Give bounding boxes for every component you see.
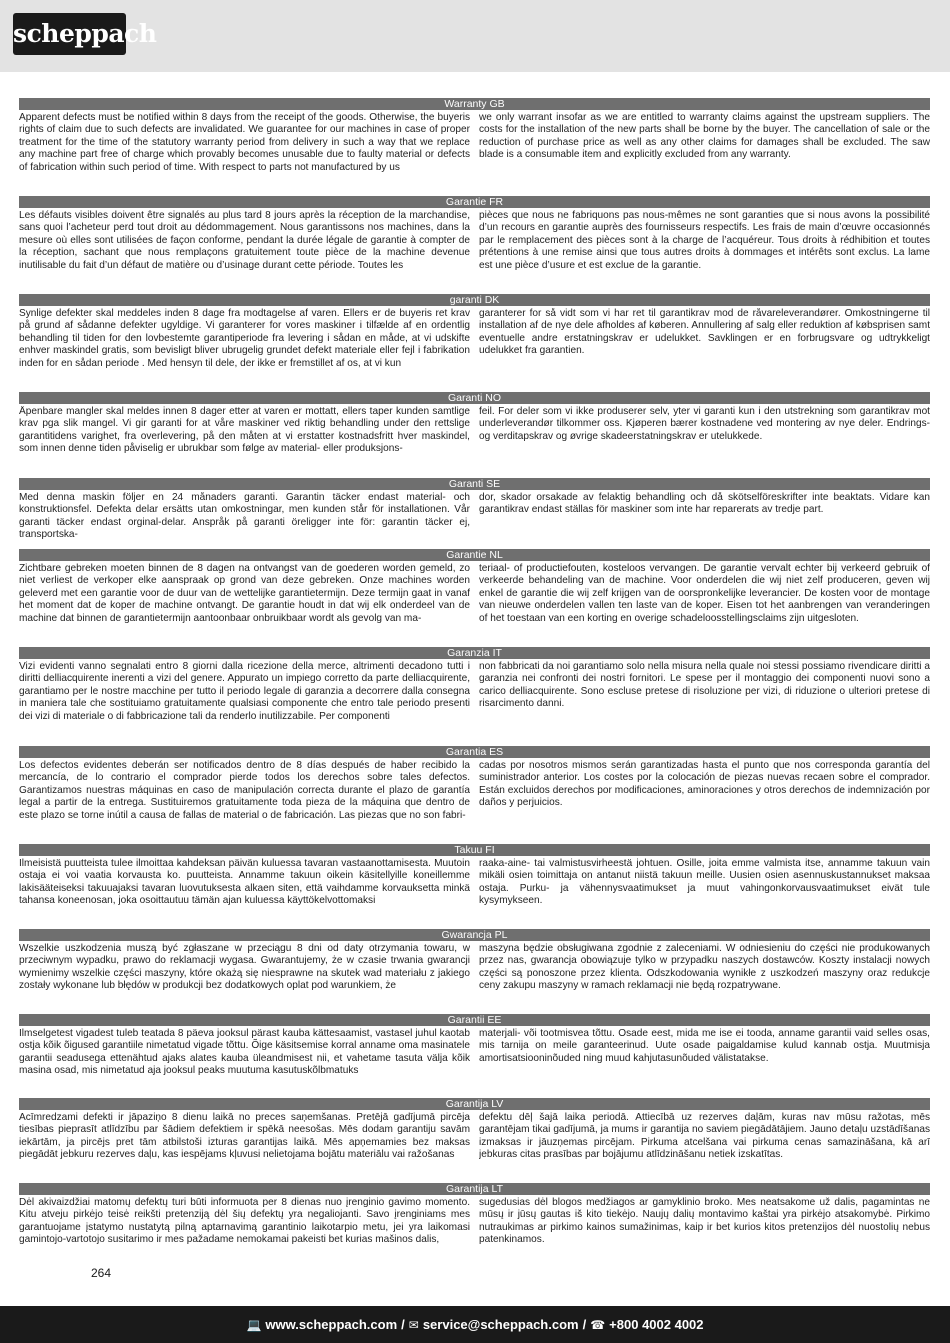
section-text-right: we only warrant insofar as we are entitled to warranty claims against the upstream suppliers. The costs for the installation of the new parts shall be borne by the buyer. The cancellation of sale or the reduction of purchase price as well as any other claims for damages shall be excluded. The saw blade is a consumable item and explicitly excluded from any warranty. [479,112,930,161]
section-text-right: maszyna będzie obsługiwana zgodnie z zaleceniami. W odniesieniu do części nie produkowanych przez nas, gwarancja obowiązuje tylko w przypadku naszych dostawców. Koszty instalacji nowych części są ponoszone przez klienta. Odszkodowania wynikłe z uszkodzeń maszyny oraz redukcje ceny zakupu maszyny w ramach reklamacji nie będą rozpatrywane. [479,943,930,992]
footer-separator: / [582,1317,587,1332]
header-band [0,0,950,72]
section-text-left: Synlige defekter skal meddeles inden 8 dage fra modtagelse af varen. Ellers er de buyeris ret krav på grund af sådanne defekter ugyldige. Vi garanterer for vores maskiner i tilfælde af en ordentlig behandling til tiden for den lovbestemte garantiperiode fra levering i sådan en måde, at vi udskifte enhver maskindel gratis, som bevisligt bliver ubrugelig grundet defekt materiale eller fejl i fabrikation inden for en sådan periode . Med hensyn til dele, der ikke er fremstillet af os, at vi kun [19,308,470,369]
footer-separator: / [401,1317,405,1332]
section-text-right: dor, skador orsakade av felaktig behandling och då skötselföreskrifter inte beaktats. Vidare kan garantikrav endast ställas för maskiner som inte har reparerats av tredje part. [479,492,930,516]
phone-number[interactable]: +800 4002 4002 [609,1317,704,1332]
section-text-right: pièces que nous ne fabriquons pas nous-mêmes ne sont garanties que si nous avons la possibilité d’un recours en garantie auprès des fournisseurs respectifs. Les frais de main d’œuvre occasionnés par le remplacement des pièces sont à la charge de l’acquéreur. Tous droits à rédhibition et toutes prétentions à une remise ainsi que tous autres droits à dommages et intérêts sont exclus. La lame est une pièce d’usure et est exclue de la garantie. [479,210,930,271]
section-title: Garantija LV [19,1098,930,1110]
section-text-right: raaka-aine- tai valmistusvirheestä johtuen. Osille, joita emme valmista itse, annamme takuun vain mikäli osien toimittaja on antanut niistä takuun meille. Uusien osien asennuskustannukset maksaa ostaja. Purku- ja vähennysvaatimukset ja muut vahingonkorvausvaatimukset eivät tule kysymykseen. [479,858,930,907]
section-text-left: Åpenbare mangler skal meldes innen 8 dager etter at varen er mottatt, ellers taper kunden samtlige krav pga slik mangel. Vi gir garanti for at våre maskiner ved riktig behandling under den rettslige garantitidens varighet, fra overlevering, på den måten at vi erstatter kostnadsfritt hver maskindel, som innen denne tiden påviselig er ubrukbar som følge av material- eller produksjons- [19,406,470,455]
section-text-right: sugedusias dėl blogos medžiagos ar gamyklinio broko. Mes neatsakome už dalis, pagamintas ne mūsų ir jūsų gautas iš kito tiekėjo. Naujų dalių montavimo kaštai yra pirkėjo atsakomybė. Pirkimo nutraukimas ar pirkimo kainos sumažinimas, kaip ir bet kurios kitos pretenzijos dėl nuostolių nebus patenkinamos. [479,1197,930,1246]
section-text-left: Los defectos evidentes deberán ser notificados dentro de 8 días después de haber recibido la mercancía, de lo contrario el comprador pierde todos los derechos sobre tales defectos. Garantizamos nuestras máquinas en caso de manipulación correcta durante el plazo de garantía legal a partir de la entrega. Sustituiremos gratuitamente toda pieza de la máquina que dentro de este plazo se torne inútil a causa de fallas de material o de fabricación. Las piezas que no son fabri- [19,760,470,821]
section-text-left: Dėl akivaizdžiai matomų defektų turi būti informuota per 8 dienas nuo įrenginio gavimo momento. Kitu atveju pirkėjo teisė reikšti pretenziją dėl šių defektų yra negaliojanti. Savo įrenginiams mes garantuojame įstatymo nustatytą pilną aptarnavimą garantinio laikotarpio metu, jei yra laikomasi gamintojo-vartotojo susitarimo ir mes pažadame nemokamai pakeisti bet kurias mašinos dalis, [19,1197,470,1246]
page-number: 264 [91,1266,112,1280]
footer-bar [0,1306,950,1343]
section-title: Garantija LT [19,1183,930,1195]
section-title: Garantia ES [19,746,930,758]
section-text-right: materjali- või tootmisvea tõttu. Osade eest, mida me ise ei tooda, anname garantii vaid selles osas, mis tarnija on meile garanteerinud. Uute osade paigaldamise kulud kannab ostja. Muutmisja amortisatsiooninõuded ning muud kahjutasunõuded välistatakse. [479,1028,930,1064]
section-text-left: Med denna maskin följer en 24 månaders garanti. Garantin täcker endast material- och konstruktionsfel. Defekta delar ersätts utan omkostningar, men kunden står för installationen. Vår garanti täcker endast orginal-delar. Anspråk på garanti öreligger inte för: garantin täcker ej, transportska- [19,492,470,541]
website-link[interactable]: www.scheppach.com [265,1317,398,1332]
section-title: Garantie FR [19,196,930,208]
scheppach-logo: scheppach [13,13,126,55]
section-garantia-es [19,746,930,822]
section-title: Gwarancja PL [19,929,930,941]
section-title: Garantie NL [19,549,930,561]
section-title: Garanti NO [19,392,930,404]
section-text-left: Wszelkie uszkodzenia muszą być zgłaszane w przeciągu 8 dni od daty otrzymania towaru, w przeciwnym wypadku, prawo do reklamacji wygasa. Gwarantujemy, że w czasie trwania gwarancji wymienimy wszelkie części maszyny, które okażą się niesprawne na skutek wad materiału z jakiego zostały wykonane lub błędów w produkcji bez dodatkowych oplat pod warunkiem, że [19,943,470,992]
section-garantie-nl [19,549,930,625]
section-text-right: defektu dēļ šajā laika periodā. Attiecībā uz rezerves daļām, kuras nav mūsu ražotas, mēs garantējam tikai gadījumā, ja mums ir garantija no saviem piegādātājiem. Jauno detaļu uzstādīšanas izmaksas ir jāuzņemas pircējam. Pirkuma atcelšana vai pirkuma cenas samazināšana, kā arī jebkuras citas prasības par bojājumu atlīdzināšanu netiek izskatītas. [479,1112,930,1161]
section-takuu-fi [19,844,930,908]
section-garanti-dk [19,294,930,370]
section-title: Garanti SE [19,478,930,490]
section-title: Takuu FI [19,844,930,856]
computer-icon: 💻 [246,1317,262,1332]
section-text-left: Vizi evidenti vanno segnalati entro 8 giorni dalla ricezione della merce, altrimenti decadono tutti i diritti delliacquirente inerenti a vizi del genere. Appurato un impiego corretto da parte delliacquirente, garantiamo per le nostre macchine per tutto il periodo legale di garanzia a decorrere dalla consegna in maniera tale che sostituiamo gratuitamente qualsiasi componente che entro tale periodo presenti dei vizi di materiale o di fabbricazione tali da renderlo inutilizzabile. Per componenti [19,661,470,722]
section-garanti-se [19,478,930,542]
email-link[interactable]: service@scheppach.com [422,1317,579,1332]
section-title: Warranty GB [19,98,930,110]
section-garanti-no [19,392,930,456]
section-text-right: cadas por nosotros mismos serán garantizadas hasta el punto que nos corresponda garantía del suministrador anterior. Los costes por la colocación de piezas nuevas recaen sobre el comprador. Están excluidos derechos por modificaciones, aminoraciones y otros derechos de indemnización por daños y perjuicios. [479,760,930,809]
section-text-left: Apparent defects must be notified within 8 days from the receipt of the goods. Otherwise, the buyeris rights of claim due to such defects are invalidated. We guarantee for our machines in case of proper treatment for the time of the statutory warranty period from delivery in such a way that we replace any machine part free of charge which provably becomes unusable due to faulty material or defects of fabrication within such period of time. With respect to parts not manufactured by us [19,112,470,173]
section-text-right: garanterer for så vidt som vi har ret til garantikrav mod de råvareleverandører. Omkostningerne til installation af de nye dele afholdes af køberen. Annullering af salg eller reduktion af købsprisen samt eventuelle andre erstatningskrav er udelukket. Savklingen er en forbrugsvare og udtrykkeligt udelukket fra garantien. [479,308,930,357]
section-text-left: Les défauts visibles doivent être signalés au plus tard 8 jours après la réception de la marchandise, sans quoi l’acheteur perd tout droit au dédommagement. Nous garantissons nos machines, dans la mesure où elles sont utilisées de façon conforme, pendant la durée légale de garantie à compter de la réception, sachant que nous remplaçons gratuitement toute pièce de la machine devenue inutilisable du fait d’un défaut de matière ou d’usinage durant cette période. Toutes les [19,210,470,271]
section-text-left: Zichtbare gebreken moeten binnen de 8 dagen na ontvangst van de goederen worden gemeld, zo niet verliest de verkoper elke aanspraak op grond van deze gebreken. Onze machines worden geleverd met een garantie voor de duur van de wettelijke garantietermijn. Deze termijn gaat in vanaf het moment dat de koper de machine ontvangt. De garantie houdt in dat wij elk onderdeel van de machine dat binnen de garantietermijn aantoonbaar onbruikbaar wordt als gevolg van ma- [19,563,470,624]
section-title: garanti DK [19,294,930,306]
envelope-icon: ✉ [408,1317,419,1332]
section-garantii-ee [19,1014,930,1078]
section-gwarancja-pl [19,929,930,993]
section-title: Garanzia IT [19,647,930,659]
phone-icon: ☎ [590,1317,606,1332]
section-garanzia-it [19,647,930,723]
section-garantie-fr [19,196,930,272]
section-title: Garantii EE [19,1014,930,1026]
section-garantija-lv [19,1098,930,1162]
section-text-right: teriaal- of productiefouten, kosteloos vervangen. De garantie vervalt echter bij verkeerd gebruik of verkeerde behandeling van de machine. Voor onderdelen die wij niet zelf produceren, geven wij enkel de garantie die wij zelf krijgen van de oorspronkelijke leverancier. De kosten voor de montage van nieuwe onderdelen vallen ten laste van de koper. Eisen tot het aanbrengen van veranderingen of het toestaan van een korting en overige schadeloosstellingsclaims zijn uitgesloten. [479,563,930,624]
section-text-right: non fabbricati da noi garantiamo solo nella misura nella quale noi stessi possiamo rivendicare diritti a garanzia nei confronti dei nostri fornitori. Le spese per il montaggio dei componenti nuovi sono a carico delliacquirente. Sono escluse pretese di risoluzione per vizi, di riduzione o ulteriori pretese di risarcimento danni. [479,661,930,710]
section-garantija-lt [19,1183,930,1247]
section-text-left: Acīmredzami defekti ir jāpaziņo 8 dienu laikā no preces saņemšanas. Pretējā gadījumā pircēja tiesības pieprasīt atlīdzību par šādiem defektiem ir spēkā neesošas. Mēs dodam garantiju savām iekārtām, ja pircējs pret tām atbilstoši izturas garantijas laikā. Mēs apņemamies bez maksas piegādāt jebkuru rezerves daļu, kas iespējams kļuvusi nelietojama bojātu materiālu vai ražošanas [19,1112,470,1161]
section-warranty-gb [19,98,930,174]
section-text-left: Ilmselgetest vigadest tuleb teatada 8 päeva jooksul pärast kauba kättesaamist, vastasel juhul kaotab ostja kõik õigused garantiile nimetatud vigade tõttu. Õige käsitsemise korral anname oma masinatele garantii seadusega ettenähtud ajaks alates kauba üleandmisest nii, et vahetame tasuta välja kõik masina osad, mis nimetatud aja jooksul peaks muutuma kasutuskõlbmatuks [19,1028,470,1077]
section-text-left: Ilmeisistä puutteista tulee ilmoittaa kahdeksan päivän kuluessa tavaran vastaanottamisesta. Muutoin ostaja ei voi vaatia korvausta ko. puutteista. Annamme takuun oikein käsitellyille koneillemme lakisääteiseksi takuuajaksi tavaran luovutuksesta alkaen siten, että vaihdamme korvauksetta minkä tahansa koneenosan, joka osoittautuu tämän ajan kuluessa käyttökelvottomaksi [19,858,470,907]
section-text-right: feil. For deler som vi ikke produserer selv, yter vi garanti kun i den utstrekning som garantikrav mot underleverandør tilkommer oss. Kjøperen bærer kostnadene ved montering av nye deler. Endrings- og verditapskrav og øvrige skadeerstatningskrav er utelukkede. [479,406,930,442]
